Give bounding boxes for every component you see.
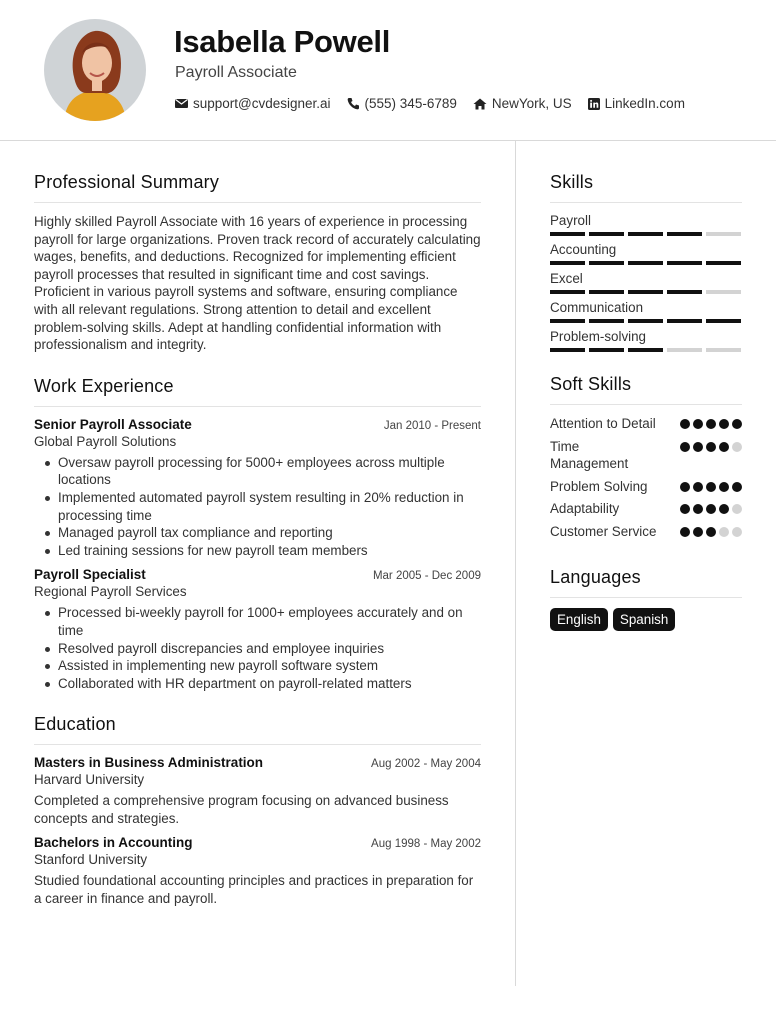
- education-entry: [34, 755, 481, 827]
- skill-level-segment: [628, 290, 663, 294]
- rating-dot: [706, 442, 716, 452]
- rating-dot: [719, 442, 729, 452]
- rating-dot: [706, 419, 716, 429]
- contact-phone-text: (555) 345-6789: [364, 96, 457, 111]
- rating-dot: [719, 419, 729, 429]
- skill-level-segment: [550, 290, 585, 294]
- soft-skill-rating: [680, 504, 742, 514]
- skill-level-segment: [706, 232, 741, 236]
- job-company: Global Payroll Solutions: [34, 433, 177, 449]
- job-dates: Mar 2005 - Dec 2009: [372, 570, 481, 583]
- degree-description: Studied foundational accounting principles and practices in preparation for a career in finance and payroll.: [34, 873, 474, 907]
- soft-skill-item: [550, 523, 742, 541]
- rating-dot: [693, 419, 703, 429]
- soft-skill-rating: [680, 442, 742, 452]
- job-dates: Jan 2010 - Present: [383, 419, 481, 432]
- soft-skills-heading: Soft Skills: [550, 374, 742, 405]
- language-tag: English: [550, 608, 608, 631]
- sidebar-column: [550, 172, 742, 631]
- skill-level-segment: [628, 319, 663, 323]
- degree-description: Completed a comprehensive program focusing on advanced business concepts and strategies.: [34, 793, 449, 826]
- soft-skill-name: Customer Service: [550, 523, 657, 539]
- skill-item: [550, 300, 742, 323]
- skill-level-segment: [667, 261, 702, 265]
- contact-email[interactable]: [175, 96, 331, 111]
- language-tags: [550, 608, 742, 631]
- job-role: Payroll Specialist: [34, 567, 146, 583]
- experience-section: [34, 376, 481, 693]
- soft-skill-rating: [680, 419, 742, 429]
- soft-skill-item: [550, 415, 742, 433]
- rating-dot: [680, 482, 690, 492]
- rating-dot: [680, 442, 690, 452]
- skill-name: Accounting: [550, 242, 617, 257]
- rating-dot: [693, 482, 703, 492]
- rating-dot: [719, 504, 729, 514]
- skill-level-segment: [589, 348, 624, 352]
- rating-dot: [693, 504, 703, 514]
- soft-skill-item: [550, 478, 742, 496]
- skill-level-bar: [550, 348, 742, 352]
- soft-skill-rating: [680, 527, 742, 537]
- rating-dot: [719, 482, 729, 492]
- skill-level-segment: [589, 290, 624, 294]
- school-name: Stanford University: [34, 852, 148, 868]
- rating-dot: [706, 504, 716, 514]
- experience-heading: Work Experience: [34, 376, 481, 407]
- languages-section: [550, 567, 742, 631]
- list-item: Processed bi-weekly payroll for 1000+ employees accurately and on time: [34, 604, 481, 639]
- skill-level-bar: [550, 319, 742, 323]
- soft-skill-item: [550, 500, 742, 518]
- skill-item: [550, 329, 742, 352]
- skill-name: Excel: [550, 271, 583, 286]
- skill-level-segment: [628, 261, 663, 265]
- rating-dot: [732, 504, 742, 514]
- resume-header: [0, 0, 776, 141]
- candidate-title: Payroll Associate: [175, 64, 297, 81]
- degree-dates: Aug 2002 - May 2004: [371, 758, 481, 771]
- rating-dot: [732, 527, 742, 537]
- skill-level-segment: [628, 348, 663, 352]
- rating-dot: [693, 527, 703, 537]
- list-item: Implemented automated payroll system resulting in 20% reduction in processing time: [34, 489, 481, 524]
- contact-linkedin[interactable]: [588, 96, 685, 111]
- job-entry: [34, 417, 481, 560]
- skill-level-segment: [550, 261, 585, 265]
- skill-level-bar: [550, 290, 742, 294]
- soft-skill-rating: [680, 482, 742, 492]
- degree-dates: Aug 1998 - May 2002: [371, 838, 481, 851]
- list-item: Assisted in implementing new payroll software system: [34, 657, 481, 675]
- skills-heading: Skills: [550, 172, 742, 203]
- skill-level-segment: [589, 261, 624, 265]
- skill-level-segment: [550, 348, 585, 352]
- contact-linkedin-text: LinkedIn.com: [604, 96, 685, 111]
- skill-level-segment: [589, 319, 624, 323]
- rating-dot: [732, 442, 742, 452]
- soft-skill-name: Problem Solving: [550, 478, 648, 494]
- contact-email-text: support@cvdesigner.ai: [193, 96, 331, 111]
- rating-dot: [732, 419, 742, 429]
- skill-level-segment: [628, 232, 663, 236]
- summary-text: Highly skilled Payroll Associate with 16 years of experience in processing payroll for large organizations. Proven track record of accurately calculating wages, benefits, and deductions. Recognized for implementing efficient payroll processes that resulted in significant time and cost savings. Proficient in various payroll systems and software, ensuring compliance with all relevant regulations. Strong attention to detail and excellent problem-solving skills. Adept at handling confidential information with professionalism and integrity.: [34, 214, 481, 353]
- skill-level-bar: [550, 232, 742, 236]
- job-bullets: [34, 454, 481, 560]
- envelope-icon: [175, 98, 188, 109]
- skills-section: [550, 172, 742, 352]
- rating-dot: [706, 527, 716, 537]
- skill-name: Payroll: [550, 213, 591, 228]
- skill-name: Problem-solving: [550, 329, 647, 344]
- skill-name: Communication: [550, 300, 644, 315]
- rating-dot: [680, 419, 690, 429]
- skill-level-segment: [667, 290, 702, 294]
- school-name: Harvard University: [34, 772, 145, 788]
- list-item: Managed payroll tax compliance and reporting: [34, 524, 481, 542]
- skill-level-bar: [550, 261, 742, 265]
- list-item: Collaborated with HR department on payroll-related matters: [34, 675, 481, 693]
- job-role: Senior Payroll Associate: [34, 416, 192, 432]
- education-entry: [34, 835, 481, 907]
- column-divider: [515, 141, 516, 986]
- list-item: Resolved payroll discrepancies and employee inquiries: [34, 640, 481, 658]
- education-section: [34, 714, 481, 907]
- skill-level-segment: [706, 261, 741, 265]
- education-heading: Education: [34, 714, 481, 745]
- skill-level-segment: [667, 319, 702, 323]
- skill-level-segment: [589, 232, 624, 236]
- skill-item: [550, 242, 742, 265]
- skill-level-segment: [667, 232, 702, 236]
- skill-level-segment: [706, 348, 741, 352]
- candidate-name: Isabella Powell: [174, 24, 391, 59]
- skill-item: [550, 271, 742, 294]
- skill-level-segment: [706, 290, 741, 294]
- job-company: Regional Payroll Services: [34, 584, 187, 600]
- skill-level-segment: [706, 319, 741, 323]
- rating-dot: [680, 527, 690, 537]
- summary-heading: Professional Summary: [34, 172, 481, 203]
- contact-location[interactable]: [473, 96, 572, 111]
- soft-skill-name: Time Management: [550, 438, 629, 472]
- contact-location-text: NewYork, US: [491, 96, 572, 111]
- rating-dot: [693, 442, 703, 452]
- soft-skill-name: Attention to Detail: [550, 416, 656, 431]
- list-item: Oversaw payroll processing for 5000+ employees across multiple locations: [34, 454, 481, 489]
- soft-skills-section: [550, 374, 742, 541]
- skills-list: [550, 213, 742, 352]
- rating-dot: [706, 482, 716, 492]
- summary-section: [34, 172, 481, 354]
- linkedin-icon: [588, 98, 600, 110]
- list-item: Led training sessions for new payroll team members: [34, 542, 481, 560]
- phone-icon: [347, 97, 360, 110]
- job-bullets: [34, 604, 481, 692]
- contact-phone[interactable]: [347, 96, 457, 111]
- language-tag: Spanish: [613, 608, 675, 631]
- profile-photo: [44, 19, 146, 121]
- skill-level-segment: [550, 319, 585, 323]
- job-entry: [34, 567, 481, 692]
- skill-level-segment: [667, 348, 702, 352]
- contact-bar: [175, 96, 701, 111]
- degree-name: Bachelors in Accounting: [34, 835, 193, 851]
- soft-skill-name: Adaptability: [550, 501, 620, 517]
- home-icon: [473, 98, 487, 110]
- main-column: [34, 172, 481, 916]
- rating-dot: [680, 504, 690, 514]
- skill-item: [550, 213, 742, 236]
- degree-name: Masters in Business Administration: [34, 755, 264, 771]
- soft-skill-item: [550, 438, 742, 473]
- rating-dot: [719, 527, 729, 537]
- rating-dot: [732, 482, 742, 492]
- languages-heading: Languages: [550, 567, 742, 598]
- skill-level-segment: [550, 232, 585, 236]
